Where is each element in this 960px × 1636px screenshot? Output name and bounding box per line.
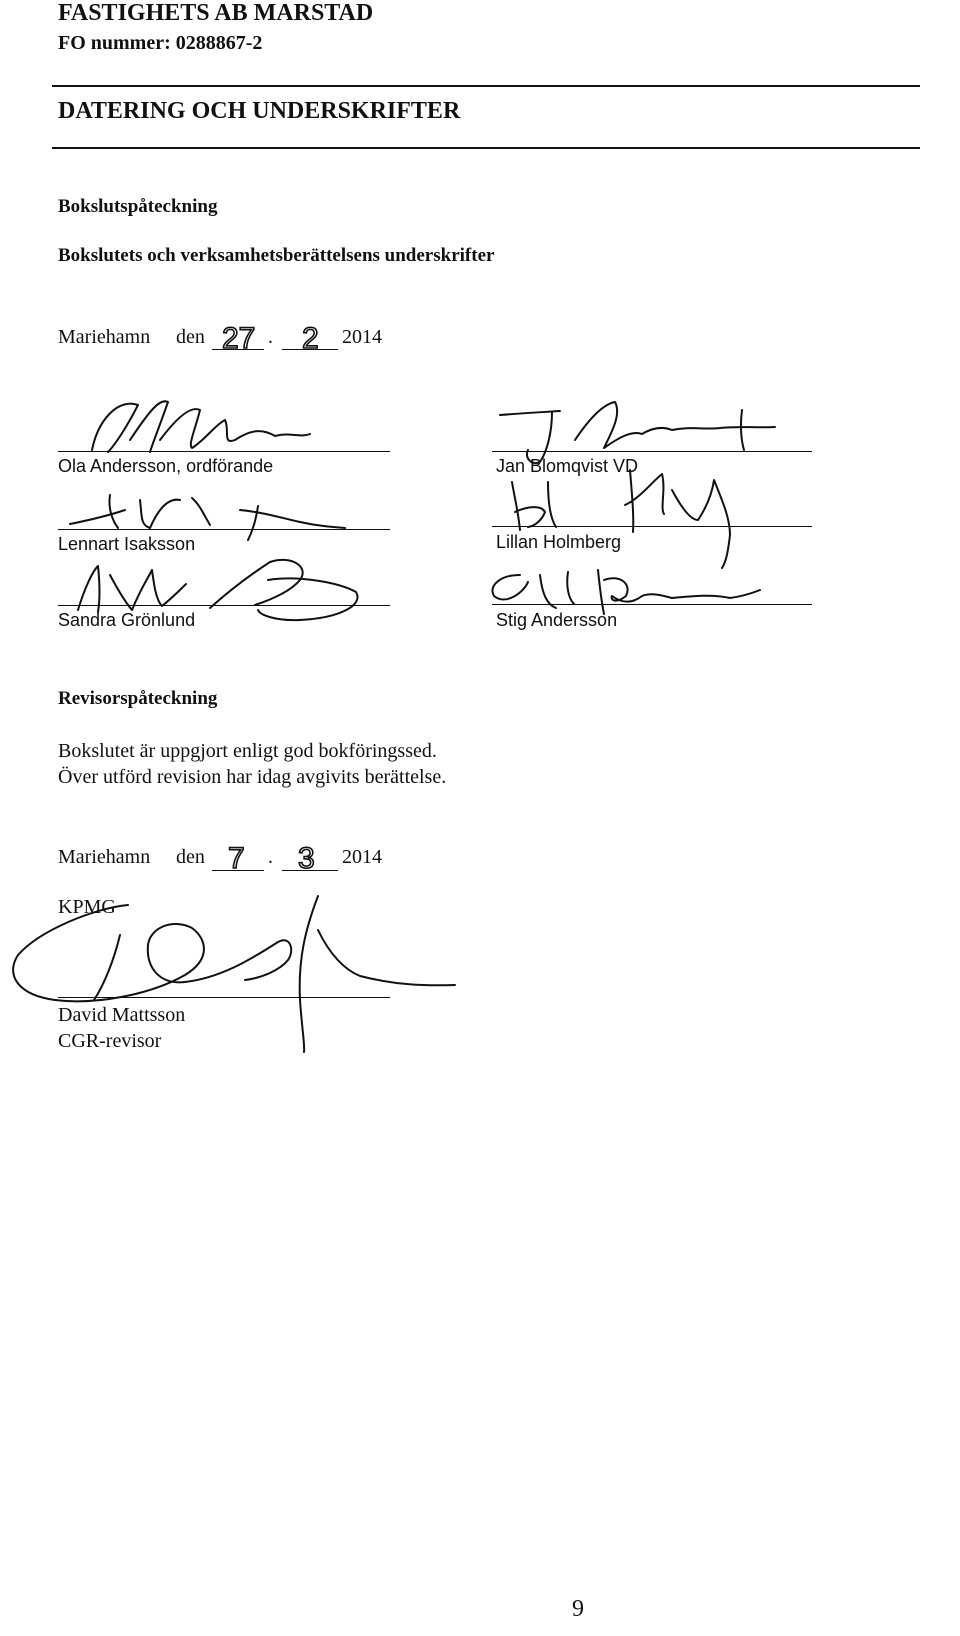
revisor-place: Mariehamn — [58, 846, 151, 868]
revisor-heading: Revisorspåteckning — [58, 688, 218, 709]
revisor-year: 2014 — [342, 846, 382, 868]
signatory-name: Stig Andersson — [496, 610, 618, 630]
handwritten-day: 7 — [228, 842, 245, 875]
auditor-name: David Mattsson — [58, 1004, 186, 1026]
signature-line — [492, 604, 812, 605]
signatory-name: Lennart Isaksson — [58, 534, 196, 554]
company-name: FASTIGHETS AB MARSTAD — [58, 0, 374, 26]
handwritten-month: 2 — [302, 322, 319, 355]
bokslut-subheading: Bokslutets och verksamhetsberättelsens underskrifter — [58, 245, 495, 266]
fo-number: FO nummer: 0288867-2 — [58, 32, 263, 54]
month-underline — [282, 349, 338, 350]
revisor-line1: Bokslutet är uppgjort enligt god bokföringssed. — [58, 740, 437, 762]
signature-scribble — [512, 470, 730, 568]
section-rule — [52, 147, 920, 149]
date-dot: . — [268, 846, 273, 868]
bokslut-place: Mariehamn — [58, 326, 151, 348]
day-underline — [212, 870, 264, 871]
day-underline — [212, 349, 264, 350]
month-underline — [282, 870, 338, 871]
revisor-den: den — [176, 846, 205, 868]
signatory-name: Jan Blomqvist VD — [496, 456, 639, 476]
signature-line — [58, 529, 390, 530]
signature-line — [58, 997, 390, 998]
signature-line — [58, 605, 390, 606]
handwritten-month: 3 — [298, 842, 315, 875]
signatory-name: Sandra Grönlund — [58, 610, 196, 630]
signature-scribble — [492, 570, 760, 614]
auditor-title: CGR-revisor — [58, 1030, 162, 1052]
signature-line — [58, 451, 390, 452]
signature-line — [492, 526, 812, 527]
signature-scribble — [500, 402, 775, 463]
revisor-line2: Över utförd revision har idag avgivits berättelse. — [58, 766, 447, 788]
bokslut-year: 2014 — [342, 326, 382, 348]
signature-line — [492, 451, 812, 452]
top-rule — [52, 85, 920, 87]
audit-firm: KPMG — [58, 896, 116, 918]
handwritten-day: 27 — [222, 322, 256, 355]
date-dot: . — [268, 326, 273, 348]
signatory-name: Lillan Holmberg — [496, 532, 622, 552]
page-number: 9 — [572, 1596, 584, 1622]
signature-scribble — [92, 401, 310, 452]
section-title: DATERING OCH UNDERSKRIFTER — [58, 98, 461, 124]
bokslut-heading: Bokslutspåteckning — [58, 196, 218, 217]
signature-scribble — [13, 896, 455, 1052]
signatory-name: Ola Andersson, ordförande — [58, 456, 274, 476]
bokslut-den: den — [176, 326, 205, 348]
